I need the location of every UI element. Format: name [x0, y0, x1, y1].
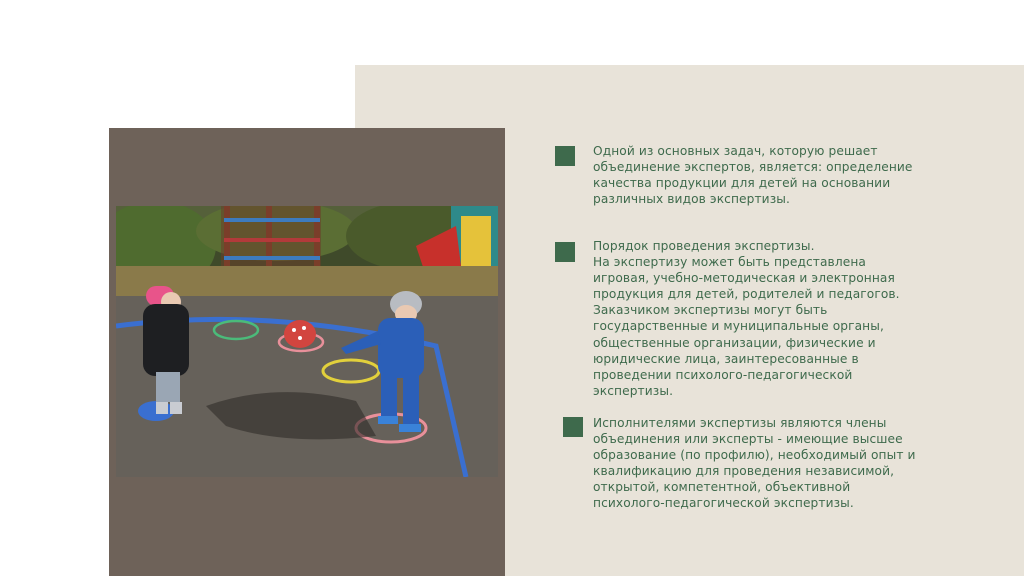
text-block-tasks: Одной из основных задач, которую решает объединение экспертов, является: определение качества продукции для детей на основании различных видов экспертизы.: [593, 144, 913, 207]
bullet-square-3: [563, 417, 583, 437]
bullet-square-2: [555, 242, 575, 262]
text-block-procedure: Порядок проведения экспертизы. На экспертизу может быть представлена игровая, учебно-методическая и электронная продукция для детей, родителей и педагогов. Заказчиком экспертизы могут быть государственные и муниципальные органы, общественные организации, физические и юридические лица, заинтересованные в проведении психолого-педагогической экспертизы.: [593, 239, 900, 398]
bullet-square-1: [555, 146, 575, 166]
text-block-executors: Исполнителями экспертизы являются члены объединения или эксперты - имеющие высшее образование (по профилю), необходимый опыт и квалификацию для проведения независимой, открытой, компетентной, объективной психолого-педагогической экспертизы.: [593, 416, 916, 511]
children-playground-photo: [116, 206, 498, 477]
